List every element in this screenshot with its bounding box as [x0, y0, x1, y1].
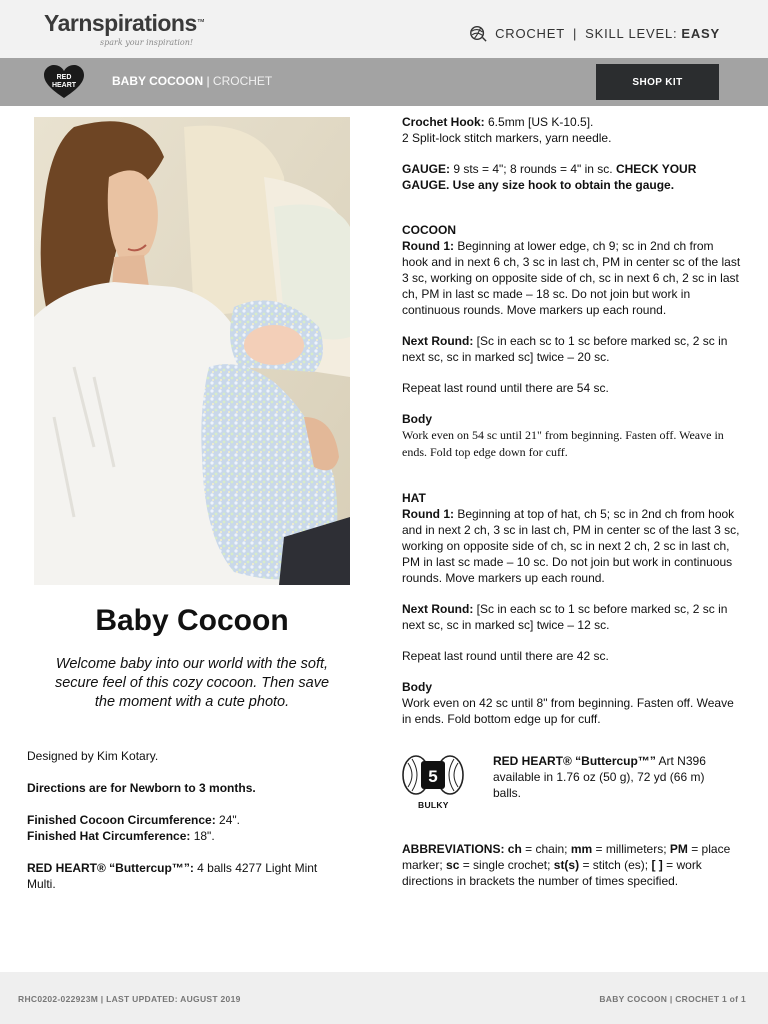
hat-next-round [402, 601, 742, 633]
pattern-band [0, 58, 768, 106]
hat-round-1-label: Round 1: [402, 507, 454, 521]
abbr-sts-def: = stitch (es); [579, 858, 652, 872]
band-pattern-title [112, 74, 272, 88]
shop-kit-button[interactable]: SHOP KIT [596, 64, 719, 100]
designer-credit: Designed by Kim Kotary. [27, 749, 159, 763]
mother-baby-photo [34, 117, 350, 585]
hat-repeat: Repeat last round until there are 42 sc. [402, 649, 609, 663]
notions: 2 Split-lock stitch markers, yarn needle. [402, 131, 612, 145]
pattern-intro: Welcome baby into our world with the soft, secure feel of this cozy cocoon. Then save the moment with a cute photo. [54, 656, 330, 710]
page-footer [0, 972, 768, 1024]
cocoon-body-text: Work even on 54 sc until 21" from beginning. Fasten off. Weave in ends. Fold top edge down for cuff. [402, 428, 724, 459]
abbr-mm-def: = millimeters; [592, 842, 670, 856]
abbr-ch: ch [507, 842, 522, 856]
hat-next-round-label: Next Round: [402, 602, 474, 616]
craft-skill-info [469, 24, 720, 42]
hat-body [402, 679, 742, 727]
hat-body-label: Body [402, 680, 432, 694]
band-pattern-name: BABY COCOON [112, 74, 204, 88]
abbr-pm-def: = place marker; [402, 842, 731, 872]
band-divider: | [203, 74, 213, 88]
hat-circ-value: 18". [190, 829, 215, 843]
header-separator: | [572, 25, 578, 41]
abbr-sc-def: = single crochet; [459, 858, 554, 872]
abbr-brackets: [ ] [651, 858, 663, 872]
brand-line-2: HEART [51, 82, 77, 89]
footer-page-info: BABY COCOON | CROCHET 1 of 1 [599, 994, 746, 1004]
hat-round-1-text: Beginning at top of hat, ch 5; sc in 2nd ch from hook and in next 2 ch, 3 sc in last ch, PM in center sc of the last 3 sc, working on opposite side of ch, sc in next 2 ch, 2 sc in last ch, PM in last sc made – 10 sc. Do not join but work in continuous rounds. Move markers up each round. [402, 507, 740, 585]
cocoon-circ-value: 24". [215, 813, 240, 827]
yarn-details: Art N396 available in 1.76 oz (50 g), 72 yd (66 m) balls. [493, 754, 706, 800]
abbreviations [402, 841, 742, 889]
yarn-requirement [27, 860, 347, 892]
cocoon-circ-label: Finished Cocoon Circumference: [27, 813, 216, 827]
abbr-brackets-def: = work directions in brackets the number of times specified. [402, 858, 702, 888]
abbr-pm: PM [669, 842, 688, 856]
yarn-requirement-value: 4 balls 4277 Light Mint Multi. [27, 861, 318, 891]
abbr-ch-def: = chain; [521, 842, 571, 856]
pattern-instructions [402, 114, 742, 904]
skill-level-value: EASY [681, 25, 720, 41]
sizing-note: Directions are for Newborn to 3 months. [27, 781, 256, 795]
cocoon-next-round-label: Next Round: [402, 334, 474, 348]
finished-measurements [27, 812, 347, 844]
logo-tagline: spark your inspiration! [100, 38, 194, 47]
red-heart-logo-icon[interactable] [42, 64, 86, 100]
yarn-requirement-label: RED HEART® “Buttercup™”: [27, 861, 194, 875]
materials [402, 114, 742, 146]
gauge-label: GAUGE: [402, 162, 450, 176]
pattern-title: Baby Cocoon [95, 604, 289, 637]
hat-circ-label: Finished Hat Circumference: [27, 829, 191, 843]
hook-label: Crochet Hook: [402, 115, 485, 129]
weight-number: 5 [428, 767, 438, 786]
abbr-sc: sc [446, 858, 460, 872]
cocoon-body-label: Body [402, 412, 432, 426]
yarn-info [402, 753, 742, 829]
footer-pattern-code: RHC0202-022923M | LAST UPDATED: AUGUST 2019 [18, 994, 241, 1004]
logo-trademark: ™ [196, 17, 205, 27]
yarn-name: RED HEART® “Buttercup™” [493, 754, 656, 768]
abbreviations-heading: ABBREVIATIONS: [402, 842, 505, 856]
gauge-value: 9 sts = 4"; 8 rounds = 4" in sc. [450, 162, 616, 176]
yarnspirations-logo[interactable] [44, 10, 205, 47]
yarn-description [493, 753, 733, 801]
abbr-mm: mm [570, 842, 593, 856]
hat-next-round-text: [Sc in each sc to 1 sc before marked sc, 2 sc in next sc, sc in marked sc] twice – 12 sc. [402, 602, 728, 632]
site-header [0, 0, 768, 58]
hat-heading: HAT [402, 491, 426, 505]
hat-round-1 [402, 490, 742, 586]
craft-type: CROCHET [495, 25, 565, 41]
cocoon-repeat: Repeat last round until there are 54 sc. [402, 381, 609, 395]
logo-wordmark: Yarnspirations [44, 10, 197, 36]
cocoon-round-1-label: Round 1: [402, 239, 454, 253]
cocoon-round-1-text: Beginning at lower edge, ch 9; sc in 2nd ch from hook and in next 6 ch, 3 sc in last ch, PM in center sc of the last 3 sc, working on opposite side of ch, sc in next 6 ch, 2 sc in last ch, PM in last sc made – 18 sc. Do not join but work in continuous rounds. Move markers up each round. [402, 239, 741, 317]
brand-line-1: RED [56, 74, 72, 81]
band-craft: CROCHET [212, 74, 273, 88]
skill-level-label: SKILL LEVEL: [585, 25, 678, 41]
hook-value: 6.5mm [US K-10.5]. [484, 115, 594, 129]
cocoon-heading: COCOON [402, 223, 456, 237]
cocoon-round-1 [402, 222, 742, 318]
pattern-details [27, 748, 347, 908]
weight-label: BULKY [418, 800, 449, 810]
gauge [402, 161, 742, 193]
yarn-ball-icon [469, 24, 487, 42]
hat-body-text: Work even on 42 sc until 8" from beginning. Fasten off. Weave in ends. Fold bottom edge up for cuff. [402, 696, 734, 726]
gauge-check: CHECK YOUR GAUGE. Use any size hook to obtain the gauge. [402, 162, 697, 192]
cocoon-body [402, 411, 742, 460]
pattern-photo [34, 117, 350, 585]
cocoon-next-round [402, 333, 742, 365]
abbr-sts: st(s) [553, 858, 580, 872]
cocoon-next-round-text: [Sc in each sc to 1 sc before marked sc, 2 sc in next sc, sc in marked sc] twice – 20 sc. [402, 334, 728, 364]
